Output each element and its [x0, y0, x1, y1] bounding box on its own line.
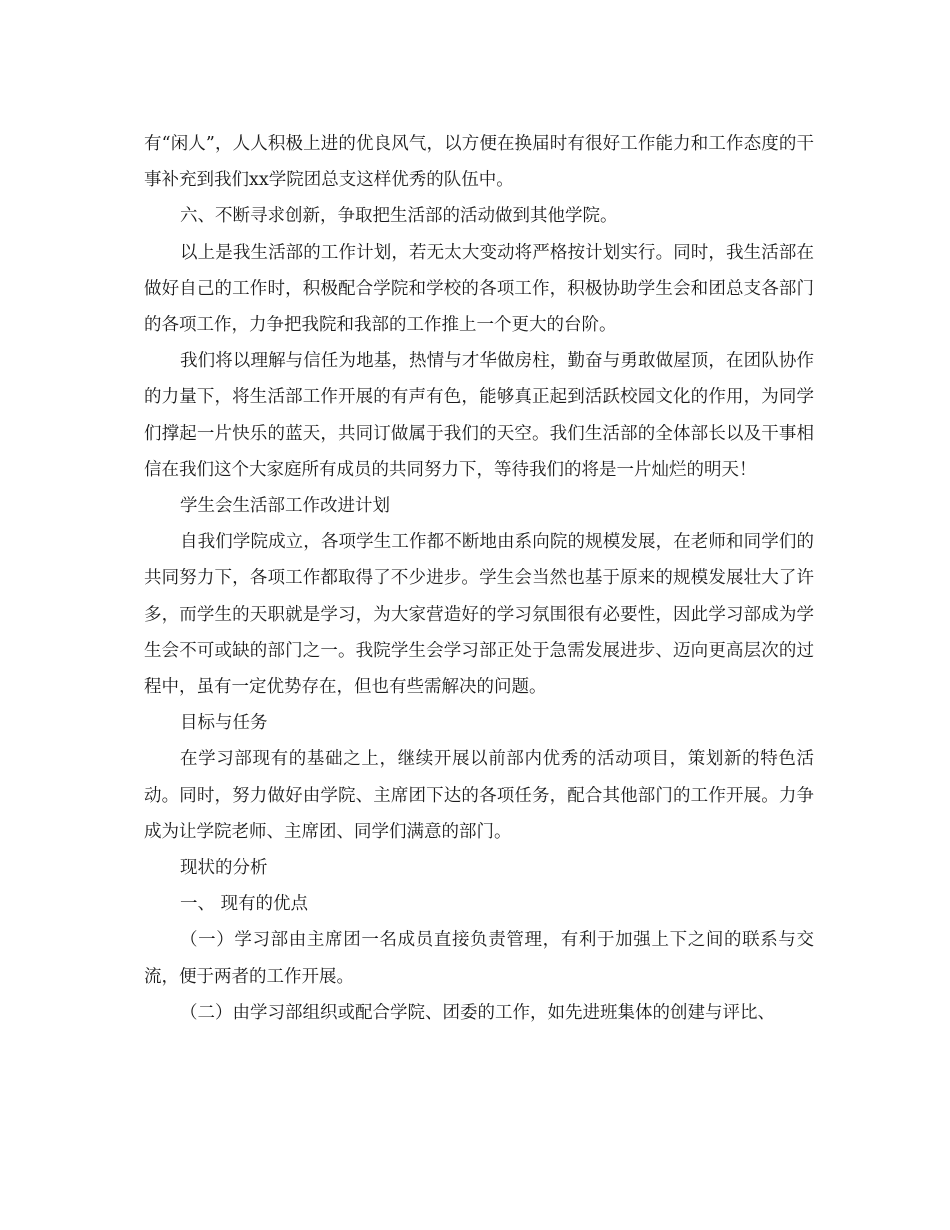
- section-heading-improvement-plan: 学生会生活部工作改进计划: [180, 496, 390, 517]
- paragraph-advantage-two: （二）由学习部组织或配合学院、团委的工作，如先进班集体的创建与评比、: [180, 1002, 775, 1023]
- paragraph-goals: 在学习部现有的基础之上，继续开展以前部内优秀的活动项目，策划新的特色活动。同时，努力做好由学院、主席团下达的各项任务，配合其他部门的工作开展。力争成为让学院老师、主席团、同学们满意的部门。: [144, 749, 814, 842]
- paragraph-closing-vision: 我们将以理解与信任为地基，热情与才华做房柱，勤奋与勇敢做屋顶，在团队协作的力量下，将生活部工作开展的有声有色，能够真正起到活跃校园文化的作用，为同学们撑起一片快乐的蓝天，共同订做属于我们的天空。我们生活部的全体部长以及干事相信在我们这个大家庭所有成员的共同努力下，等待我们的将是一片灿烂的明天！: [144, 351, 814, 480]
- section-heading-analysis: 现状的分析: [180, 858, 268, 879]
- document-body: [144, 126, 814, 1031]
- paragraph-introduction: 自我们学院成立，各项学生工作都不断地由系向院的规模发展，在老师和同学们的共同努力下，各项工作都取得了不少进步。学生会当然也基于原来的规模发展壮大了许多，而学生的天职就是学习，为大家营造好的学习氛围很有必要性，因此学习部成为学生会不可或缺的部门之一。我院学生会学习部正处于急需发展进步、迈向更高层次的过程中，虽有一定优势存在，但也有些需解决的问题。: [144, 532, 814, 698]
- paragraph-continuation: 有“闲人”，人人积极上进的优良风气，以方便在换届时有很好工作能力和工作态度的干事补充到我们xx学院团总支这样优秀的队伍中。: [144, 134, 814, 191]
- paragraph-item-six: 六、不断寻求创新，争取把生活部的活动做到其他学院。: [180, 206, 618, 227]
- paragraph-advantage-one: （一）学习部由主席团一名成员直接负责管理，有利于加强上下之间的联系与交流，便于两者的工作开展。: [144, 930, 814, 987]
- subheading-advantages: 一、 现有的优点: [180, 894, 309, 915]
- section-heading-goals: 目标与任务: [180, 713, 268, 734]
- paragraph-plan-summary: 以上是我生活部的工作计划，若无太大变动将严格按计划实行。同时，我生活部在做好自己的工作时，积极配合学院和学校的各项工作，积极协助学生会和团总支各部门的各项工作，力争把我院和我部的工作推上一个更大的台阶。: [144, 242, 814, 336]
